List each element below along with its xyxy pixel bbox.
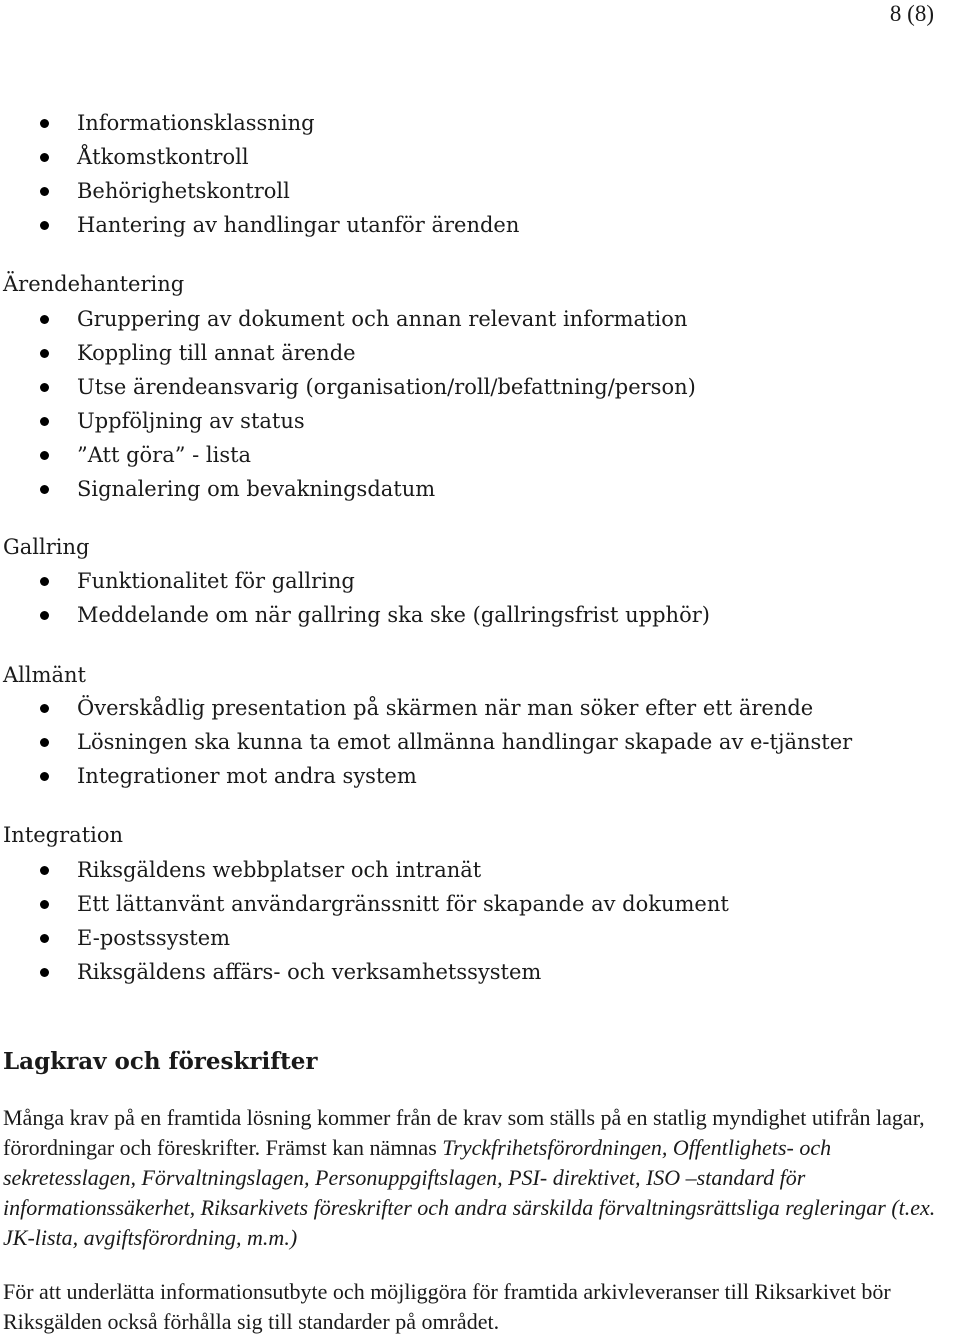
bullet-dot-icon — [40, 119, 49, 128]
lagkrav-paragraph-1-italic: Tryckfrihetsförordningen, Offentlighets- och sekretesslagen, Förvaltningslagen, Personuppgiftslagen, PSI- direktivet, ISO –standard för informationssäkerhet, Riksarkivets föreskrifter och andra särskilda förvaltningsrättsliga regleringar (t.ex. JK-lista, avgiftsförordning, m.m.) — [3, 1135, 936, 1250]
bullet-dot-icon — [40, 738, 49, 747]
bullet-dot-icon — [40, 349, 49, 358]
bullet-item — [0, 921, 729, 955]
integration-bullet-list — [0, 853, 729, 989]
page-number: 8 (8) — [889, 1, 934, 26]
allmant-bullet-list — [0, 691, 852, 793]
bullet-dot-icon — [40, 221, 49, 230]
bullet-item-text: E-postssystem — [77, 926, 231, 950]
bullet-dot-icon — [40, 577, 49, 586]
bullet-item — [0, 302, 696, 336]
bullet-item — [0, 336, 696, 370]
bullet-item-text: Signalering om bevakningsdatum — [77, 477, 436, 501]
bullet-dot-icon — [40, 900, 49, 909]
bullet-dot-icon — [40, 866, 49, 875]
bullet-item-text: Koppling till annat ärende — [77, 341, 356, 365]
gallring-bullet-list — [0, 564, 710, 632]
bullet-dot-icon — [40, 611, 49, 620]
bullet-item — [0, 438, 696, 472]
bullet-item — [0, 853, 729, 887]
bullet-item — [0, 955, 729, 989]
bullet-item-text: Överskådlig presentation på skärmen när man söker efter ett ärende — [77, 696, 814, 720]
lagkrav-paragraph-1-plain: Många krav på en framtida lösning kommer från de krav som ställs på en statlig myndighet utifrån lagar, förordningar och föreskrifter. Främst kan nämnas — [3, 1105, 925, 1160]
bullet-dot-icon — [40, 451, 49, 460]
bullet-dot-icon — [40, 704, 49, 713]
bullet-dot-icon — [40, 417, 49, 426]
top-bullet-list — [0, 106, 519, 242]
heading-allmant: Allmänt — [3, 663, 86, 687]
bullet-dot-icon — [40, 485, 49, 494]
arendehantering-bullet-list — [0, 302, 696, 506]
bullet-item-text: Funktionalitet för gallring — [77, 569, 355, 593]
heading-arendehantering: Ärendehantering — [3, 272, 185, 296]
heading-gallring: Gallring — [3, 535, 90, 559]
bullet-item — [0, 691, 852, 725]
lagkrav-paragraph-2: För att underlätta informationsutbyte och möjliggöra för framtida arkivleveranser till Riksarkivet bör Riksgälden också förhålla sig till standarder på området. — [3, 1279, 891, 1334]
bullet-item-text: Riksgäldens webbplatser och intranät — [77, 858, 482, 882]
bullet-item-text: Riksgäldens affärs- och verksamhetssystem — [77, 960, 542, 984]
bullet-dot-icon — [40, 315, 49, 324]
bullet-item — [0, 370, 696, 404]
bullet-item-text: Åtkomstkontroll — [77, 145, 249, 169]
bullet-item-text: Informationsklassning — [77, 111, 315, 135]
bullet-item-text: Ett lättanvänt användargränssnitt för skapande av dokument — [77, 892, 729, 916]
bullet-item — [0, 887, 729, 921]
bullet-item-text: Uppföljning av status — [77, 409, 305, 433]
bullet-item — [0, 208, 519, 242]
bullet-item-text: Behörighetskontroll — [77, 179, 290, 203]
bullet-item-text: Lösningen ska kunna ta emot allmänna handlingar skapade av e-tjänster — [77, 730, 853, 754]
bullet-item-text: Gruppering av dokument och annan relevant information — [77, 307, 688, 331]
bullet-dot-icon — [40, 968, 49, 977]
bullet-item — [0, 598, 710, 632]
bullet-item — [0, 404, 696, 438]
bullet-dot-icon — [40, 934, 49, 943]
lagkrav-paragraph-1 — [3, 1103, 953, 1253]
bullet-item-text: Meddelande om när gallring ska ske (gallringsfrist upphör) — [77, 603, 710, 627]
bullet-item — [0, 564, 710, 598]
bullet-item — [0, 759, 852, 793]
bullet-item — [0, 725, 852, 759]
bullet-dot-icon — [40, 187, 49, 196]
bullet-dot-icon — [40, 153, 49, 162]
bullet-item-text: Utse ärendeansvarig (organisation/roll/befattning/person) — [77, 375, 696, 399]
bullet-item — [0, 106, 519, 140]
bullet-item — [0, 472, 696, 506]
bullet-dot-icon — [40, 772, 49, 781]
bullet-item — [0, 140, 519, 174]
bullet-item — [0, 174, 519, 208]
bullet-item-text: Hantering av handlingar utanför ärenden — [77, 213, 520, 237]
bullet-dot-icon — [40, 383, 49, 392]
heading-integration: Integration — [3, 823, 124, 847]
heading-lagkrav: Lagkrav och föreskrifter — [3, 1048, 318, 1075]
bullet-item-text: Integrationer mot andra system — [77, 764, 417, 788]
bullet-item-text: ”Att göra” - lista — [77, 443, 252, 467]
